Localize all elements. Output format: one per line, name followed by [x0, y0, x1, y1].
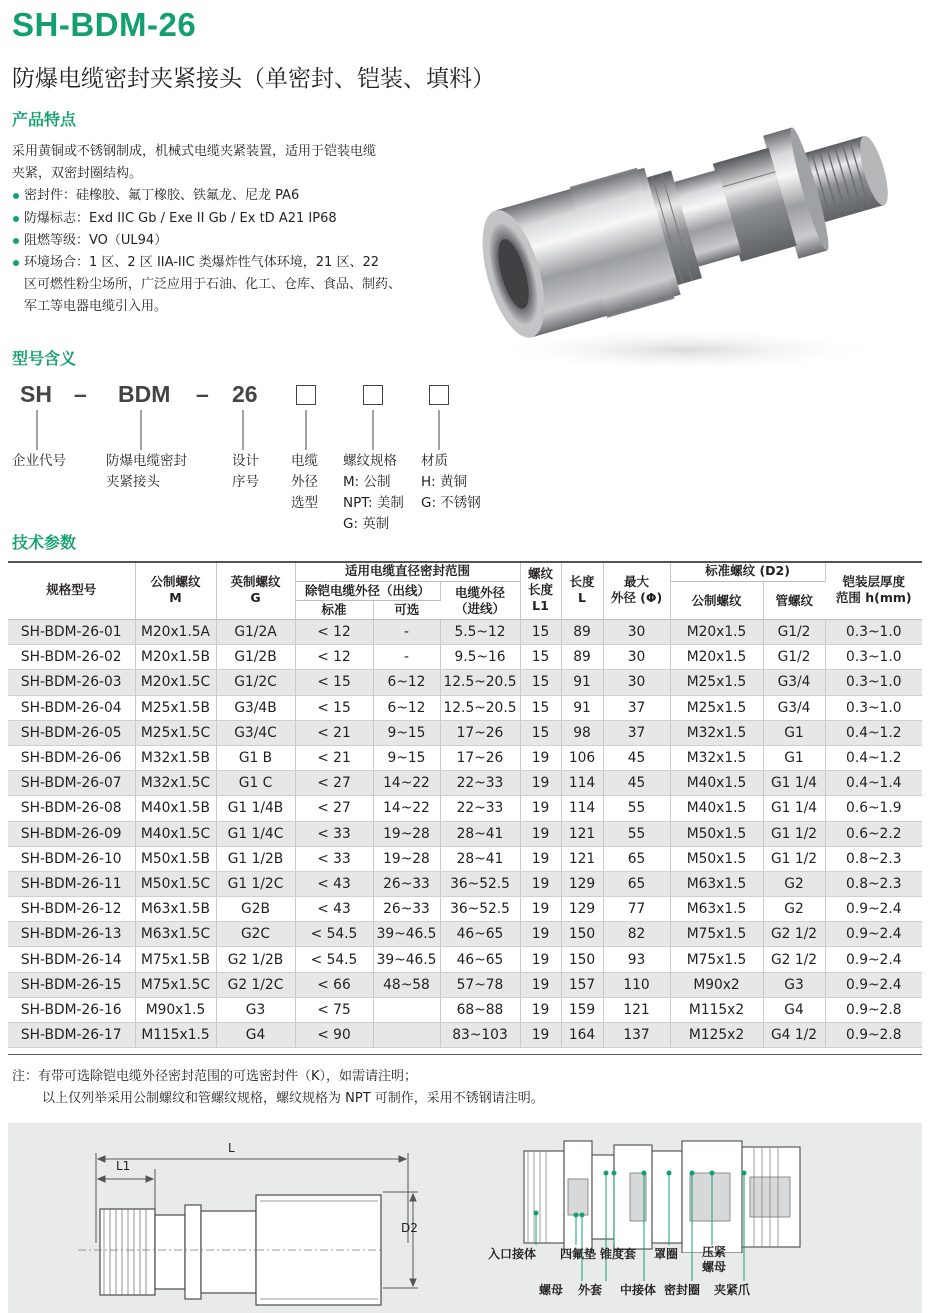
features-heading: 产品特点: [12, 110, 77, 129]
features-intro-cont: 夹紧，双密封圈结构。: [12, 166, 143, 182]
table-row: [8, 897, 922, 922]
th-outer-excl-armor: 除铠电缆外径（出线）: [295, 582, 440, 601]
page-title: SH-BDM-26: [12, 6, 197, 43]
table-cell: 121: [561, 821, 603, 846]
table-cell: < 21: [295, 720, 373, 745]
table-cell: 39~46.5: [373, 947, 440, 972]
table-cell: 0.4~1.2: [825, 745, 922, 770]
table-cell: SH-BDM-26-05: [8, 720, 135, 745]
table-cell: 30: [603, 645, 670, 670]
table-row: [8, 997, 922, 1022]
table-cell: M20x1.5C: [135, 670, 216, 695]
table-cell: G2 1/2: [763, 922, 825, 947]
feature-item-environment-cont: 区可燃性粉尘场所，广泛应用于石油、化工、仓库、食品、制药、: [24, 277, 402, 293]
table-cell: 22~33: [440, 796, 520, 821]
table-cell: 19~28: [373, 821, 440, 846]
th-standard: 标准: [295, 601, 373, 620]
table-cell: G4: [216, 1023, 295, 1048]
table-cell: G4 1/2: [763, 1023, 825, 1048]
table-cell: 46~65: [440, 947, 520, 972]
legend-product: 防爆电缆密封 夹紧接头: [106, 453, 187, 490]
table-cell: SH-BDM-26-06: [8, 745, 135, 770]
table-cell: 26~33: [373, 897, 440, 922]
table-cell: G1 1/4: [763, 796, 825, 821]
table-cell: < 27: [295, 771, 373, 796]
table-cell: 19: [520, 997, 561, 1022]
table-cell: G1 C: [216, 771, 295, 796]
table-cell: < 43: [295, 871, 373, 896]
table-row: [8, 745, 922, 770]
table-cell: 68~88: [440, 997, 520, 1022]
table-cell: < 33: [295, 821, 373, 846]
table-cell: 9~15: [373, 720, 440, 745]
table-cell: 129: [561, 897, 603, 922]
model-code-box-thread: [363, 385, 383, 405]
model-code-dash-2: –: [196, 381, 209, 407]
table-cell: 93: [603, 947, 670, 972]
page-subtitle: 防爆电缆密封夹紧接头（单密封、铠装、填料）: [12, 66, 495, 92]
table-row: [8, 620, 922, 645]
table-cell: 19: [520, 846, 561, 871]
spec-table-body: [8, 620, 922, 1048]
table-cell: M115x1.5: [135, 1023, 216, 1048]
table-bottom-rule: [8, 1054, 922, 1055]
th-std-metric: 公制螺纹: [670, 582, 763, 620]
table-cell: 6~12: [373, 695, 440, 720]
legend-thread: 螺纹规格 M: 公制 NPT: 美制 G: 英制: [343, 453, 404, 532]
table-cell: 0.9~2.4: [825, 922, 922, 947]
table-cell: 15: [520, 645, 561, 670]
table-cell: 55: [603, 821, 670, 846]
callout-cone-sleeve: 锥度套: [600, 1247, 637, 1261]
table-cell: 0.8~2.3: [825, 846, 922, 871]
table-cell: SH-BDM-26-01: [8, 620, 135, 645]
table-cell: G1 1/4B: [216, 796, 295, 821]
table-cell: M20x1.5: [670, 620, 763, 645]
table-cell: 77: [603, 897, 670, 922]
table-cell: M20x1.5B: [135, 645, 216, 670]
callout-seal-ring: 密封圈: [664, 1283, 701, 1297]
table-cell: M40x1.5: [670, 771, 763, 796]
features-intro: 采用黄铜或不锈钢制成，机械式电缆夹紧装置，适用于铠装电缆: [12, 144, 377, 159]
table-cell: 121: [561, 846, 603, 871]
callout-entry-body: 入口接体: [488, 1247, 537, 1261]
table-cell: 91: [561, 695, 603, 720]
table-cell: 12.5~20.5: [440, 695, 520, 720]
table-row: [8, 947, 922, 972]
model-code-design: 26: [232, 381, 258, 407]
table-cell: -: [373, 645, 440, 670]
th-metric-thread: 公制螺纹 M: [135, 561, 216, 620]
feature-item-flame-rating: 阻燃等级：VO（UL94）: [12, 230, 432, 252]
table-cell: G1 B: [216, 745, 295, 770]
table-cell: G1/2C: [216, 670, 295, 695]
table-cell: 28~41: [440, 821, 520, 846]
note-line-1: 注：有带可选除铠电缆外径密封范围的可选密封件（K），如需请注明；: [12, 1069, 418, 1084]
th-seal-range: 适用电缆直径密封范围: [295, 561, 520, 582]
table-cell: M115x2: [670, 997, 763, 1022]
feature-item-explosion-mark: 防爆标志：Exd IIC Gb / Exe II Gb / Ex tD A21 IP68: [12, 208, 432, 230]
callout-press-nut: 压紧 螺母: [702, 1245, 727, 1274]
table-cell: 14~22: [373, 771, 440, 796]
table-cell: G2: [763, 897, 825, 922]
spec-table: [8, 561, 922, 1048]
table-cell: G2: [763, 871, 825, 896]
table-cell: 9~15: [373, 745, 440, 770]
feature-item-seals: 密封件：硅橡胶、氟丁橡胶、铁氟龙、尼龙 PA6: [12, 185, 432, 207]
table-cell: M125x2: [670, 1023, 763, 1048]
table-cell: 98: [561, 720, 603, 745]
table-cell: M32x1.5: [670, 745, 763, 770]
table-cell: G1/2A: [216, 620, 295, 645]
table-cell: 36~52.5: [440, 897, 520, 922]
table-cell: SH-BDM-26-14: [8, 947, 135, 972]
table-cell: < 15: [295, 695, 373, 720]
table-cell: 45: [603, 771, 670, 796]
th-std-thread: 标准螺纹 (D2): [670, 561, 825, 582]
table-cell: M25x1.5B: [135, 695, 216, 720]
legend-company: 企业代号: [12, 453, 66, 469]
legend-design: 设计 序号: [232, 453, 259, 490]
table-cell: M40x1.5: [670, 796, 763, 821]
table-cell: 14~22: [373, 796, 440, 821]
table-cell: G2 1/2B: [216, 947, 295, 972]
table-cell: [373, 1023, 440, 1048]
th-model: 规格型号: [8, 561, 135, 620]
table-cell: SH-BDM-26-15: [8, 972, 135, 997]
table-cell: G1 1/2: [763, 821, 825, 846]
table-cell: 0.9~2.4: [825, 897, 922, 922]
table-cell: M20x1.5A: [135, 620, 216, 645]
table-cell: 0.8~2.3: [825, 871, 922, 896]
table-cell: < 54.5: [295, 922, 373, 947]
table-row: [8, 645, 922, 670]
table-cell: M50x1.5: [670, 821, 763, 846]
table-cell: M90x1.5: [135, 997, 216, 1022]
table-cell: M32x1.5B: [135, 745, 216, 770]
table-cell: M63x1.5B: [135, 897, 216, 922]
table-cell: M75x1.5: [670, 947, 763, 972]
table-cell: 0.4~1.2: [825, 720, 922, 745]
table-cell: G1: [763, 720, 825, 745]
table-cell: < 21: [295, 745, 373, 770]
table-cell: G1 1/4C: [216, 821, 295, 846]
table-row: [8, 972, 922, 997]
table-cell: 46~65: [440, 922, 520, 947]
table-cell: 19: [520, 796, 561, 821]
table-cell: SH-BDM-26-08: [8, 796, 135, 821]
table-cell: SH-BDM-26-17: [8, 1023, 135, 1048]
callout-nut: 螺母: [539, 1283, 564, 1297]
product-photo: [470, 85, 930, 385]
callout-ptfe-washer: 四氟垫: [560, 1247, 597, 1261]
table-cell: M50x1.5C: [135, 871, 216, 896]
dim-label-D2: D2: [401, 1221, 418, 1235]
table-cell: 19~28: [373, 846, 440, 871]
model-code-product: BDM: [118, 381, 171, 407]
table-cell: M50x1.5: [670, 846, 763, 871]
model-code-dash-1: –: [74, 381, 87, 407]
table-cell: M32x1.5C: [135, 771, 216, 796]
table-cell: 48~58: [373, 972, 440, 997]
table-cell: SH-BDM-26-16: [8, 997, 135, 1022]
table-cell: 19: [520, 972, 561, 997]
table-cell: G3/4: [763, 670, 825, 695]
table-cell: SH-BDM-26-02: [8, 645, 135, 670]
table-cell: 0.4~1.4: [825, 771, 922, 796]
table-cell: 0.3~1.0: [825, 670, 922, 695]
table-cell: 28~41: [440, 846, 520, 871]
dim-label-L: L: [228, 1141, 235, 1155]
table-cell: 6~12: [373, 670, 440, 695]
table-cell: 65: [603, 846, 670, 871]
table-cell: [373, 997, 440, 1022]
model-code-box-cable: [296, 385, 316, 405]
table-cell: M25x1.5: [670, 670, 763, 695]
table-cell: 0.6~2.2: [825, 821, 922, 846]
table-cell: M75x1.5C: [135, 972, 216, 997]
model-heading: 型号含义: [12, 349, 77, 368]
table-cell: < 54.5: [295, 947, 373, 972]
table-cell: 65: [603, 871, 670, 896]
table-cell: 22~33: [440, 771, 520, 796]
table-cell: G1/2B: [216, 645, 295, 670]
table-cell: G1 1/4: [763, 771, 825, 796]
table-cell: 0.9~2.4: [825, 947, 922, 972]
table-cell: SH-BDM-26-09: [8, 821, 135, 846]
table-cell: M90x2: [670, 972, 763, 997]
table-cell: 30: [603, 670, 670, 695]
table-row: [8, 922, 922, 947]
table-cell: M20x1.5: [670, 645, 763, 670]
table-cell: 17~26: [440, 745, 520, 770]
table-cell: G2C: [216, 922, 295, 947]
table-cell: 159: [561, 997, 603, 1022]
table-cell: 57~78: [440, 972, 520, 997]
table-cell: 55: [603, 796, 670, 821]
table-cell: 129: [561, 871, 603, 896]
table-cell: 19: [520, 821, 561, 846]
table-cell: 106: [561, 745, 603, 770]
table-row: [8, 695, 922, 720]
th-std-pipe: 管螺纹: [763, 582, 825, 620]
table-cell: SH-BDM-26-12: [8, 897, 135, 922]
table-cell: 150: [561, 922, 603, 947]
callout-collar: 罩圈: [654, 1247, 679, 1261]
table-cell: SH-BDM-26-11: [8, 871, 135, 896]
table-cell: SH-BDM-26-03: [8, 670, 135, 695]
table-cell: M40x1.5C: [135, 821, 216, 846]
table-cell: 82: [603, 922, 670, 947]
table-cell: 26~33: [373, 871, 440, 896]
table-cell: 15: [520, 670, 561, 695]
table-cell: M32x1.5: [670, 720, 763, 745]
table-cell: 0.9~2.8: [825, 997, 922, 1022]
table-cell: 39~46.5: [373, 922, 440, 947]
model-code-company: SH: [20, 381, 52, 407]
table-cell: 5.5~12: [440, 620, 520, 645]
dimension-drawing: [78, 1131, 438, 1313]
table-cell: < 90: [295, 1023, 373, 1048]
table-cell: 164: [561, 1023, 603, 1048]
table-cell: 37: [603, 695, 670, 720]
table-cell: G4: [763, 997, 825, 1022]
table-cell: G1 1/2C: [216, 871, 295, 896]
note-line-2: 以上仅列举采用公制螺纹和管螺纹规格，螺纹规格为 NPT 可制作，采用不锈钢请注明。: [42, 1091, 544, 1106]
table-cell: G1 1/2B: [216, 846, 295, 871]
table-cell: 19: [520, 771, 561, 796]
table-cell: 15: [520, 720, 561, 745]
table-cell: < 12: [295, 620, 373, 645]
table-cell: G2 1/2C: [216, 972, 295, 997]
table-top-rule: [8, 561, 922, 563]
table-cell: G2B: [216, 897, 295, 922]
table-cell: 0.3~1.0: [825, 645, 922, 670]
table-cell: 19: [520, 745, 561, 770]
table-cell: 83~103: [440, 1023, 520, 1048]
table-cell: 30: [603, 620, 670, 645]
table-cell: 9.5~16: [440, 645, 520, 670]
table-row: [8, 871, 922, 896]
table-cell: M63x1.5: [670, 897, 763, 922]
th-max-od: 最大 外径 (Φ): [603, 561, 670, 620]
table-cell: G1 1/2: [763, 846, 825, 871]
table-cell: 19: [520, 947, 561, 972]
table-cell: SH-BDM-26-04: [8, 695, 135, 720]
table-row: [8, 796, 922, 821]
table-row: [8, 846, 922, 871]
table-cell: M63x1.5: [670, 871, 763, 896]
table-cell: 17~26: [440, 720, 520, 745]
table-cell: M75x1.5B: [135, 947, 216, 972]
th-british-thread: 英制螺纹 G: [216, 561, 295, 620]
table-cell: G2 1/2: [763, 947, 825, 972]
table-cell: 0.9~2.8: [825, 1023, 922, 1048]
model-code-box-material: [429, 385, 449, 405]
features-list: [12, 141, 432, 319]
table-cell: -: [373, 620, 440, 645]
table-cell: < 75: [295, 997, 373, 1022]
table-cell: < 66: [295, 972, 373, 997]
table-cell: 137: [603, 1023, 670, 1048]
table-cell: < 43: [295, 897, 373, 922]
table-cell: 121: [603, 997, 670, 1022]
table-cell: 19: [520, 1023, 561, 1048]
table-cell: 114: [561, 771, 603, 796]
table-cell: M25x1.5C: [135, 720, 216, 745]
params-heading: 技术参数: [12, 533, 77, 552]
th-thread-length: 螺纹 长度 L1: [520, 561, 561, 620]
table-cell: SH-BDM-26-13: [8, 922, 135, 947]
table-cell: 15: [520, 620, 561, 645]
table-cell: 45: [603, 745, 670, 770]
th-length: 长度 L: [561, 561, 603, 620]
th-optional: 可选: [373, 601, 440, 620]
table-cell: 89: [561, 645, 603, 670]
table-cell: 19: [520, 897, 561, 922]
callout-outer-sleeve: 外套: [578, 1283, 603, 1297]
table-cell: 15: [520, 695, 561, 720]
model-connectors: [0, 408, 480, 456]
callout-middle-body: 中接体: [620, 1283, 657, 1297]
notes: [12, 1066, 544, 1110]
table-cell: G3/4: [763, 695, 825, 720]
table-row: [8, 771, 922, 796]
table-cell: G1: [763, 745, 825, 770]
table-cell: 0.3~1.0: [825, 620, 922, 645]
legend-material: 材质 H: 黄铜 G: 不锈钢: [421, 453, 481, 511]
table-cell: M25x1.5: [670, 695, 763, 720]
spec-table-header: [8, 561, 922, 620]
table-cell: G3/4B: [216, 695, 295, 720]
table-cell: < 33: [295, 846, 373, 871]
table-cell: 12.5~20.5: [440, 670, 520, 695]
table-cell: 0.3~1.0: [825, 695, 922, 720]
table-cell: 89: [561, 620, 603, 645]
table-cell: 110: [603, 972, 670, 997]
table-cell: G3/4C: [216, 720, 295, 745]
table-cell: M40x1.5B: [135, 796, 216, 821]
table-cell: G3: [216, 997, 295, 1022]
table-cell: < 27: [295, 796, 373, 821]
dim-label-L1: L1: [116, 1159, 131, 1173]
table-cell: 0.9~2.4: [825, 972, 922, 997]
th-cable-outer: 电缆外径 （进线）: [440, 582, 520, 620]
th-armor-range: 铠装层厚度 范围 h(mm): [825, 561, 922, 620]
table-cell: 19: [520, 922, 561, 947]
callout-clamp-claw: 夹紧爪: [714, 1283, 751, 1297]
feature-item-environment: 环境场合：1 区、2 区 IIA-IIC 类爆炸性气体环境，21 区、22: [12, 252, 432, 274]
table-cell: M63x1.5C: [135, 922, 216, 947]
legend-cable: 电缆 外径 选型: [291, 453, 318, 511]
table-cell: M75x1.5: [670, 922, 763, 947]
table-cell: 157: [561, 972, 603, 997]
drawing-panel: [8, 1123, 922, 1313]
table-cell: 91: [561, 670, 603, 695]
table-cell: M50x1.5B: [135, 846, 216, 871]
table-cell: 36~52.5: [440, 871, 520, 896]
table-row: [8, 821, 922, 846]
table-row: [8, 1023, 922, 1048]
table-cell: SH-BDM-26-10: [8, 846, 135, 871]
table-cell: G3: [763, 972, 825, 997]
table-cell: G1/2: [763, 645, 825, 670]
table-cell: 0.6~1.9: [825, 796, 922, 821]
table-row: [8, 670, 922, 695]
table-cell: 37: [603, 720, 670, 745]
table-row: [8, 720, 922, 745]
feature-item-environment-cont2: 军工等电器电缆引入用。: [24, 299, 168, 315]
table-cell: G1/2: [763, 620, 825, 645]
table-cell: 19: [520, 871, 561, 896]
table-cell: 150: [561, 947, 603, 972]
table-cell: 114: [561, 796, 603, 821]
table-cell: SH-BDM-26-07: [8, 771, 135, 796]
table-cell: < 12: [295, 645, 373, 670]
table-cell: < 15: [295, 670, 373, 695]
